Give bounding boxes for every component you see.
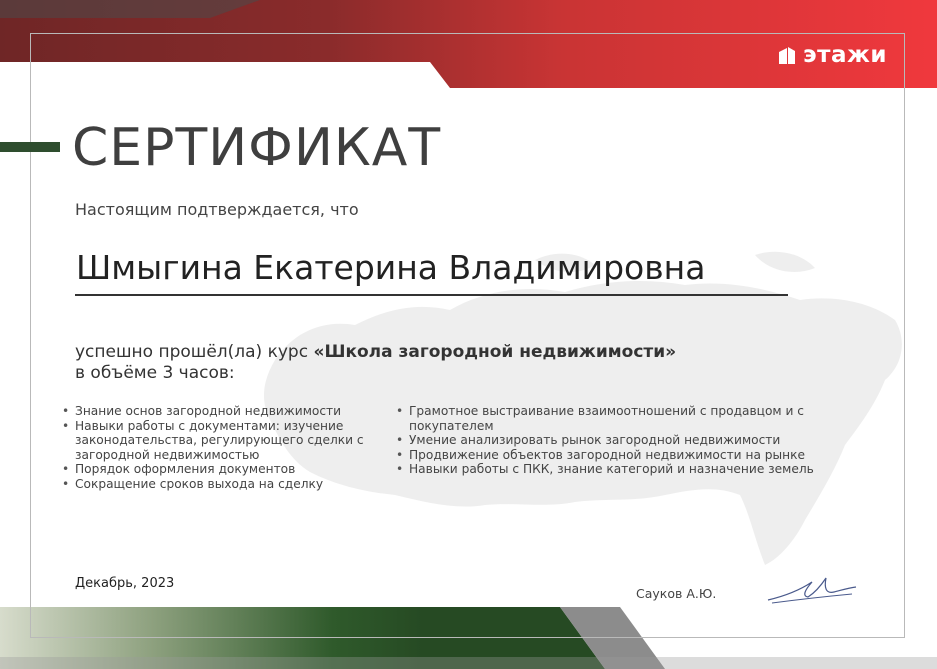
signature-mark [760,570,860,610]
list-item: • Порядок оформления документов [62,462,392,477]
course-name: «Школа загородной недвижимости» [313,342,677,362]
recipient-name: Шмыгина Екатерина Владимировна [76,248,706,287]
completed-prefix: успешно прошёл(ла) курс [75,342,314,362]
skills-list-left [62,404,392,491]
building-icon [777,46,797,64]
list-item: • Грамотное выстраивание взаимоотношений с продавцом и с покупателем [396,404,876,433]
title-accent-bar [0,142,60,152]
list-item: • Навыки работы с ПКК, знание категорий и назначение земель [396,462,876,477]
list-item: • Навыки работы с документами: изучение законодательства, регулирующего сделки с загородной недвижимостью [62,419,392,463]
name-underline [75,294,788,296]
confirm-text: Настоящим подтверждается, что [75,200,359,219]
list-item: • Умение анализировать рынок загородной недвижимости [396,433,876,448]
skills-list-right [396,404,876,477]
issue-date: Декабрь, 2023 [75,576,175,591]
course-line [75,342,676,362]
logo-text: этажи [803,42,887,68]
certificate-title: СЕРТИФИКАТ [72,118,442,178]
list-item: • Сокращение сроков выхода на сделку [62,477,392,492]
brand-logo [777,42,887,68]
list-item: • Знание основ загородной недвижимости [62,404,392,419]
signer-name: Сауков А.Ю. [636,586,717,601]
list-item: • Продвижение объектов загородной недвижимости на рынке [396,448,876,463]
course-volume: в объёме 3 часов: [75,363,235,383]
